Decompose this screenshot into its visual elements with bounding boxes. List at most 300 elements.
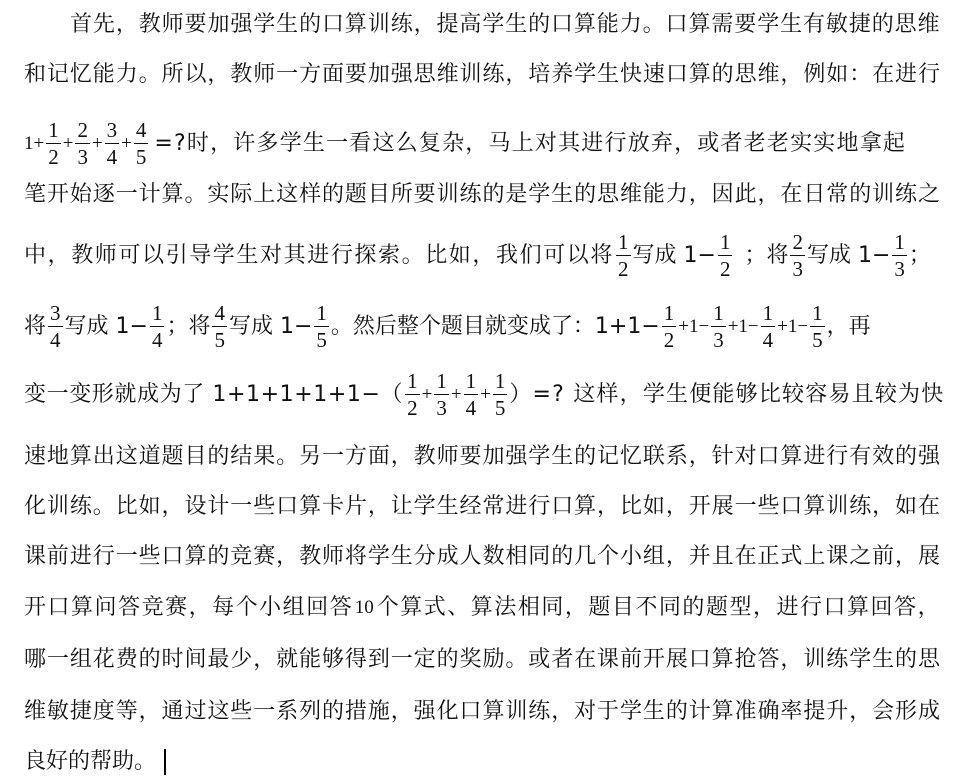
text-glyph: ， [597, 494, 620, 519]
text-glyph: 、 [447, 595, 470, 620]
text-glyph: 口 [551, 12, 574, 37]
text-glyph: 生 [276, 12, 299, 37]
text-glyph: 在 [917, 494, 940, 519]
text-glyph: ， [390, 444, 413, 469]
numerator: 1 [494, 369, 506, 393]
text-glyph: ， [188, 595, 211, 620]
text-glyph: 道 [138, 444, 161, 469]
text-glyph: 算 [71, 595, 94, 620]
text-glyph: 的 [665, 699, 688, 724]
text-glyph: ， [564, 595, 587, 620]
text-glyph: 的 [207, 444, 230, 469]
text-glyph: 如 [895, 494, 918, 519]
text-glyph: 片 [344, 494, 367, 519]
text-glyph: 师 [321, 544, 344, 569]
text-glyph: 维 [917, 12, 940, 37]
text-glyph: 的 [711, 62, 734, 87]
text-glyph: 花 [92, 647, 115, 672]
text-glyph: 能 [299, 647, 322, 672]
text-glyph: 法 [494, 595, 517, 620]
text-line [70, 10, 940, 40]
text-glyph: 忆 [619, 444, 642, 469]
text-glyph: 一 [230, 494, 253, 519]
text-glyph: 学 [482, 12, 505, 37]
text-glyph: 通 [161, 699, 184, 724]
text-glyph: 的 [551, 544, 574, 569]
text-glyph: 确 [757, 699, 780, 724]
text-glyph: 有 [803, 12, 826, 37]
text-line [24, 60, 940, 90]
denominator: 3 [894, 257, 905, 281]
fraction [105, 120, 120, 168]
text-glyph: 口 [823, 595, 846, 620]
text-glyph: 施 [367, 699, 390, 724]
text-glyph: 进 [895, 62, 918, 87]
text-glyph: ， [872, 494, 895, 519]
paragraph-end: 良好的帮助。 [24, 749, 157, 774]
formula-text: ，再 [826, 314, 871, 339]
text-glyph: 行 [92, 544, 115, 569]
text-glyph: 维 [436, 62, 459, 87]
text-glyph: 方 [299, 62, 322, 87]
text-glyph: 练 [849, 494, 872, 519]
text-glyph: ， [138, 699, 161, 724]
text-glyph: 口 [459, 699, 482, 724]
text-glyph: 型 [729, 595, 752, 620]
text-glyph: 数 [482, 544, 505, 569]
text-glyph: 形 [895, 699, 918, 724]
text-glyph: 系 [665, 444, 688, 469]
text-glyph: 学 [528, 182, 551, 207]
text-glyph: 最 [207, 647, 230, 672]
text-glyph: 生 [390, 544, 413, 569]
text-glyph: 化 [24, 494, 47, 519]
text-glyph: 思 [597, 182, 620, 207]
text-glyph: 答 [757, 647, 780, 672]
text-glyph: 生 [505, 12, 528, 37]
text-glyph: 学 [528, 444, 551, 469]
text-glyph: 学 [849, 647, 872, 672]
formula-text: 写成 1− [632, 243, 716, 268]
text-glyph: 口 [47, 595, 70, 620]
text-glyph: 算 [688, 12, 711, 37]
text-glyph: 强 [505, 444, 528, 469]
text-glyph: 。 [138, 62, 161, 87]
fraction [434, 371, 449, 419]
fraction [405, 371, 420, 419]
text-glyph: 学 [253, 12, 276, 37]
fraction [493, 371, 508, 419]
text-glyph: 逐 [92, 182, 115, 207]
denominator: 2 [663, 328, 675, 352]
text-glyph: 如 [138, 494, 161, 519]
text-glyph: 同 [541, 595, 564, 620]
text-glyph: 练 [895, 182, 918, 207]
text-glyph: 组 [282, 595, 305, 620]
denominator: 3 [792, 257, 803, 281]
text-glyph: 生 [780, 12, 803, 37]
text-glyph: 一 [390, 647, 413, 672]
text-glyph: 答 [118, 595, 141, 620]
text-glyph: 训 [46, 494, 69, 519]
numerator: 1 [151, 301, 163, 325]
operator: +1− [727, 316, 759, 337]
text-glyph: 同 [658, 595, 681, 620]
text-glyph: 分 [413, 544, 436, 569]
text-glyph: 行 [826, 444, 849, 469]
text-glyph: 算 [69, 444, 92, 469]
text-glyph: 回 [306, 595, 329, 620]
numerator: 1 [436, 369, 447, 393]
denominator: 3 [77, 145, 88, 169]
text-glyph: 赛 [165, 595, 188, 620]
text-glyph: 前 [619, 647, 642, 672]
text-glyph: 捷 [848, 12, 871, 37]
fraction [134, 120, 149, 168]
text-glyph: 上 [803, 544, 826, 569]
text-glyph: ， [752, 595, 775, 620]
text-glyph: 方 [344, 444, 367, 469]
text-glyph: 的 [871, 12, 894, 37]
text-line [24, 180, 940, 210]
text-glyph: 要 [734, 12, 757, 37]
numerator: 1 [762, 301, 774, 325]
text-glyph: 抢 [734, 647, 757, 672]
text-glyph: 如 [826, 62, 849, 87]
text-glyph: 口 [161, 544, 184, 569]
text-glyph: 要 [184, 12, 207, 37]
text-glyph: 常 [826, 182, 849, 207]
text-glyph: 上 [253, 182, 276, 207]
text-glyph: 够 [321, 647, 344, 672]
text-glyph: 强 [413, 699, 436, 724]
denominator: 5 [135, 145, 147, 169]
text-glyph: 计 [688, 699, 711, 724]
text-glyph: 生 [551, 182, 574, 207]
text-glyph: 竞 [141, 595, 164, 620]
text-glyph: 个 [376, 595, 399, 620]
text-glyph: ， [757, 182, 780, 207]
text-glyph: 的 [528, 12, 551, 37]
text-glyph: 生 [436, 494, 459, 519]
text-glyph: ， [115, 12, 138, 37]
text-glyph: 行 [917, 62, 940, 87]
text-glyph: 时 [161, 647, 184, 672]
text-glyph: 学 [413, 494, 436, 519]
text-glyph: 口 [551, 494, 574, 519]
text-glyph: 奖 [459, 647, 482, 672]
formula-text: 写成 1− [228, 314, 313, 339]
text-glyph: 捷 [69, 699, 92, 724]
text-glyph: 在 [872, 62, 895, 87]
text-glyph: 能 [596, 12, 619, 37]
formula-text: ；将 [744, 243, 789, 268]
text-glyph: 加 [482, 444, 505, 469]
text-glyph: 开 [24, 595, 47, 620]
text-glyph: 力 [665, 182, 688, 207]
text-glyph: 练 [528, 699, 551, 724]
text-glyph: 比 [115, 494, 138, 519]
text-glyph: 笔 [24, 182, 47, 207]
text-glyph: 每 [212, 595, 235, 620]
denominator: 3 [713, 328, 724, 352]
text-glyph: 学 [367, 544, 390, 569]
text-glyph: 此 [734, 182, 757, 207]
text-glyph: 行 [800, 595, 823, 620]
text-glyph: 这 [115, 444, 138, 469]
text-glyph: 准 [734, 699, 757, 724]
text-glyph: 先 [92, 12, 115, 37]
text-glyph: 的 [321, 699, 344, 724]
numerator: 2 [77, 118, 88, 142]
text-glyph: 化 [436, 699, 459, 724]
text-glyph: 思 [413, 62, 436, 87]
text-glyph: 组 [642, 544, 665, 569]
text-glyph: 目 [367, 182, 390, 207]
text-line [24, 593, 940, 623]
text-glyph: 师 [253, 62, 276, 87]
text-glyph: 忆 [69, 62, 92, 87]
text-glyph: 学 [619, 699, 642, 724]
text-glyph: 成 [917, 699, 940, 724]
text-glyph: ， [390, 699, 413, 724]
text-glyph: 定 [413, 647, 436, 672]
text-glyph: 要 [459, 444, 482, 469]
text-glyph: 励 [482, 647, 505, 672]
text-glyph: 在 [574, 647, 597, 672]
text-glyph: 问 [94, 595, 117, 620]
text-glyph: 一 [253, 699, 276, 724]
operator: + [450, 384, 462, 405]
text-glyph: 经 [459, 494, 482, 519]
text-glyph: 展 [917, 544, 940, 569]
text-glyph: 开 [46, 182, 69, 207]
text-glyph: 哪 [24, 647, 47, 672]
numerator: 1 [465, 369, 477, 393]
formula-text: 1+ [24, 133, 45, 154]
text-glyph: 训 [367, 12, 390, 37]
text-glyph: 在 [780, 182, 803, 207]
text-glyph: 效 [872, 444, 895, 469]
text-glyph: ， [161, 494, 184, 519]
text-glyph: 生 [872, 647, 895, 672]
text-glyph: 高 [459, 12, 482, 37]
text-glyph: 面 [321, 62, 344, 87]
text-glyph: 维 [757, 62, 780, 87]
text-glyph: 计 [207, 494, 230, 519]
text-glyph: 式 [780, 544, 803, 569]
text-glyph: ， [895, 544, 918, 569]
text-glyph: 训 [505, 699, 528, 724]
text-glyph: 前 [46, 544, 69, 569]
fraction [616, 232, 631, 280]
text-glyph: 一 [276, 62, 299, 87]
text-glyph: 算 [847, 595, 870, 620]
text-glyph: 速 [24, 444, 47, 469]
text-glyph: 面 [367, 444, 390, 469]
text-glyph: 展 [711, 494, 734, 519]
operator: + [480, 384, 491, 405]
text-glyph: 算 [780, 444, 803, 469]
numerator: 4 [135, 118, 147, 142]
text-glyph: 人 [459, 544, 482, 569]
text-glyph: ， [505, 62, 528, 87]
text-glyph: 首 [70, 12, 93, 37]
text-glyph: 的 [482, 182, 505, 207]
fraction [761, 303, 776, 351]
formula-text: 。然后整个题目就变成了：1+1− [330, 314, 660, 339]
text-glyph: 之 [917, 182, 940, 207]
text-line [24, 542, 940, 572]
text-glyph: 记 [597, 444, 620, 469]
text-glyph: 要 [344, 62, 367, 87]
text-glyph: 进 [505, 494, 528, 519]
text-glyph: 教 [299, 544, 322, 569]
text-glyph: 样 [299, 182, 322, 207]
text-glyph: 加 [367, 62, 390, 87]
denominator: 5 [316, 328, 327, 352]
text-glyph: 的 [849, 182, 872, 207]
numerator: 4 [214, 301, 225, 325]
text-glyph: 力 [115, 62, 138, 87]
text-glyph: 个 [597, 544, 620, 569]
text-glyph: 些 [253, 494, 276, 519]
text-glyph: 答 [329, 595, 352, 620]
text-glyph: 要 [413, 182, 436, 207]
numerator: 1 [719, 230, 731, 254]
text-glyph: 之 [849, 544, 872, 569]
text-glyph: 组 [69, 647, 92, 672]
text-glyph: 学 [574, 62, 597, 87]
formula-text: 变一变形就成为了 1+1+1+1+1−（ [24, 382, 404, 407]
text-glyph: 所 [390, 182, 413, 207]
numerator: 1 [48, 118, 59, 142]
denominator: 4 [465, 396, 477, 420]
text-glyph: 口 [757, 444, 780, 469]
text-glyph: 率 [780, 699, 803, 724]
text-glyph: 的 [299, 12, 322, 37]
text-glyph: 升 [826, 699, 849, 724]
text-glyph: 开 [688, 494, 711, 519]
text-glyph: 所 [161, 62, 184, 87]
text-glyph: 师 [161, 12, 184, 37]
text-glyph: 口 [665, 62, 688, 87]
text-glyph: 等 [115, 699, 138, 724]
text-glyph: 思 [734, 62, 757, 87]
numerator: 2 [792, 230, 803, 254]
text-glyph: 例 [803, 62, 826, 87]
text-glyph: 。 [184, 182, 207, 207]
text-glyph: ， [276, 544, 299, 569]
text-glyph: 竞 [230, 544, 253, 569]
denominator: 5 [812, 328, 823, 352]
text-glyph: 或 [528, 647, 551, 672]
numerator: 1 [812, 301, 823, 325]
text-glyph: 对 [734, 444, 757, 469]
text-glyph: 算 [344, 12, 367, 37]
text-glyph: 训 [459, 62, 482, 87]
text-line [24, 492, 940, 522]
text-glyph: 不 [635, 595, 658, 620]
fraction [46, 120, 61, 168]
text-glyph: 课 [826, 544, 849, 569]
text-line [24, 747, 940, 777]
fraction [718, 232, 733, 280]
formula-text: ）=? 这样，学生便能够比较容易且较为快 [509, 382, 945, 407]
text-glyph: 出 [92, 444, 115, 469]
text-line [24, 697, 940, 727]
text-glyph: 针 [711, 444, 734, 469]
text-glyph: 在 [734, 544, 757, 569]
text-glyph: 口 [276, 494, 299, 519]
text-glyph: 生 [551, 444, 574, 469]
text-glyph: ， [207, 62, 230, 87]
text-glyph: 学 [757, 12, 780, 37]
text-glyph: ， [688, 444, 711, 469]
text-glyph: 比 [619, 494, 642, 519]
text-glyph: 常 [482, 494, 505, 519]
text-glyph: 。 [92, 494, 115, 519]
text-glyph: 生 [642, 699, 665, 724]
text-glyph: 者 [551, 647, 574, 672]
text-glyph: 敏 [825, 12, 848, 37]
text-glyph: 就 [276, 647, 299, 672]
text-glyph: ， [917, 595, 940, 620]
text-glyph: 强 [230, 12, 253, 37]
text-glyph: 题 [344, 182, 367, 207]
text-glyph: 速 [642, 62, 665, 87]
text-glyph: 口 [665, 12, 688, 37]
text-glyph: ， [780, 647, 803, 672]
text-glyph: 小 [259, 595, 282, 620]
denominator: 4 [151, 328, 163, 352]
text-glyph: 少 [230, 647, 253, 672]
text-cursor [164, 749, 166, 775]
text-glyph: 目 [611, 595, 634, 620]
text-glyph: 实 [207, 182, 230, 207]
denominator: 3 [436, 396, 447, 420]
text-glyph: 始 [69, 182, 92, 207]
formula-line [24, 119, 940, 169]
text-glyph: 个 [235, 595, 258, 620]
denominator: 4 [762, 328, 774, 352]
text-glyph: 算 [184, 544, 207, 569]
formula-line [24, 369, 945, 420]
operator: + [62, 133, 74, 154]
text-glyph: 联 [642, 444, 665, 469]
text-glyph: 的 [574, 444, 597, 469]
fraction [790, 232, 805, 280]
text-glyph: ， [367, 494, 390, 519]
text-glyph: 算 [711, 699, 734, 724]
text-glyph: 思 [917, 647, 940, 672]
text-glyph: 因 [711, 182, 734, 207]
text-glyph: 课 [24, 544, 47, 569]
text-glyph: 进 [776, 595, 799, 620]
text-glyph: 思 [894, 12, 917, 37]
fraction [150, 303, 165, 351]
text-glyph: 算 [574, 494, 597, 519]
text-glyph: 度 [92, 699, 115, 724]
formula-line [24, 302, 940, 352]
text-glyph: 养 [551, 62, 574, 87]
formula-text: 写成 1− [806, 243, 891, 268]
text-glyph: 记 [46, 62, 69, 87]
text-glyph: 让 [390, 494, 413, 519]
text-glyph: 费 [115, 647, 138, 672]
text-glyph: 提 [436, 12, 459, 37]
text-glyph: 口 [321, 12, 344, 37]
